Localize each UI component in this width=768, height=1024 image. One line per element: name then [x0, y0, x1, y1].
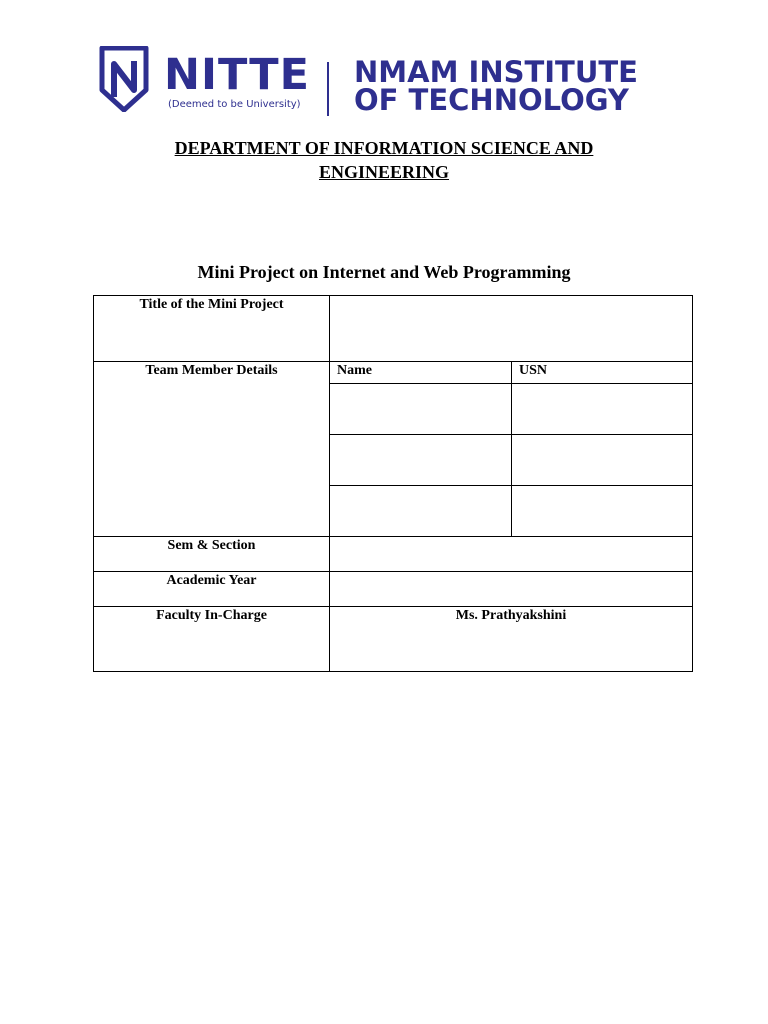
project-heading: Mini Project on Internet and Web Programming — [197, 262, 571, 282]
team-header-row — [94, 362, 693, 384]
faculty-row — [94, 607, 693, 672]
member-name-cell[interactable] — [330, 486, 512, 537]
institution-logo — [96, 46, 676, 118]
logo-divider — [327, 62, 329, 116]
member-usn-cell[interactable] — [512, 435, 693, 486]
institute-name-line1: NMAM INSTITUTE — [354, 55, 638, 89]
sem-section-value-cell[interactable] — [330, 537, 693, 572]
academic-year-row — [94, 572, 693, 607]
department-heading — [100, 136, 668, 184]
academic-year-label: Academic Year — [94, 572, 330, 607]
usn-column-header: USN — [512, 362, 693, 384]
department-heading-line2: ENGINEERING — [318, 162, 450, 182]
department-heading-line1: DEPARTMENT OF INFORMATION SCIENCE AND — [174, 138, 594, 158]
faculty-label: Faculty In-Charge — [94, 607, 330, 672]
institute-name — [354, 55, 638, 117]
brand-name: NITTE — [164, 50, 311, 100]
member-usn-cell[interactable] — [512, 384, 693, 435]
nitte-logo-icon — [96, 46, 152, 112]
project-details-table — [93, 295, 693, 672]
sem-section-row — [94, 537, 693, 572]
faculty-value: Ms. Prathyakshini — [330, 607, 693, 672]
name-column-header: Name — [330, 362, 512, 384]
academic-year-value-cell[interactable] — [330, 572, 693, 607]
sem-section-label: Sem & Section — [94, 537, 330, 572]
title-label: Title of the Mini Project — [94, 296, 330, 362]
title-value-cell[interactable] — [330, 296, 693, 362]
team-label: Team Member Details — [94, 362, 330, 537]
institute-name-line2: OF TECHNOLOGY — [354, 83, 629, 117]
member-name-cell[interactable] — [330, 435, 512, 486]
brand-tagline: (Deemed to be University) — [168, 99, 301, 110]
title-row — [94, 296, 693, 362]
member-usn-cell[interactable] — [512, 486, 693, 537]
member-name-cell[interactable] — [330, 384, 512, 435]
